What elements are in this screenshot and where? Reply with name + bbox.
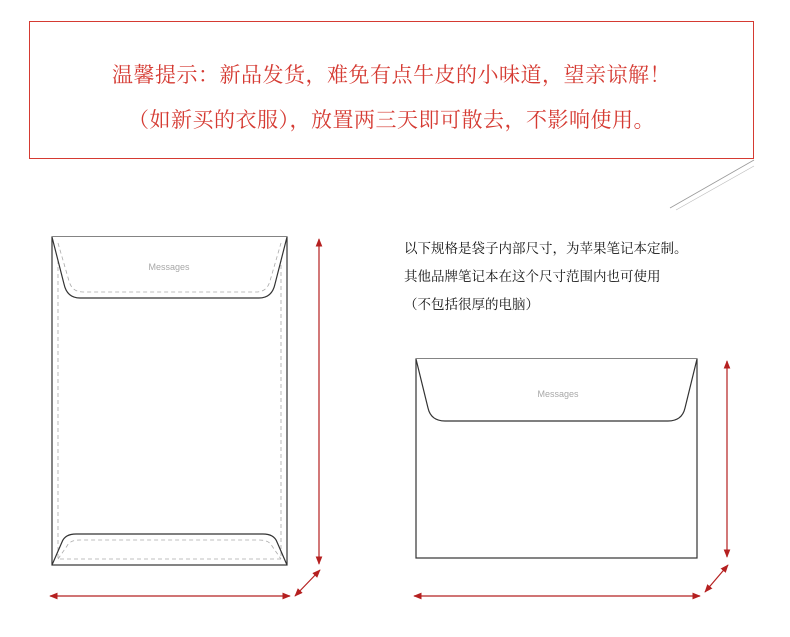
spec-line-1: 以下规格是袋子内部尺寸，为苹果笔记本定制。 xyxy=(404,241,688,257)
spec-line-2: 其他品牌笔记本在这个尺寸范围内也可使用 xyxy=(404,269,661,285)
notice-pointer xyxy=(670,160,754,210)
portrait-sleeve xyxy=(52,237,287,565)
notice-line-1: 温馨提示：新品发货，难免有点牛皮的小味道，望亲谅解！ xyxy=(112,63,671,87)
spec-line-3: （不包括很厚的电脑） xyxy=(404,297,539,313)
bag-label-right: Messages xyxy=(537,389,579,399)
notice-line-2: （如新买的衣服），放置两三天即可散去，不影响使用。 xyxy=(128,108,655,132)
landscape-sleeve xyxy=(416,359,697,558)
bag-label-left: Messages xyxy=(148,262,190,272)
